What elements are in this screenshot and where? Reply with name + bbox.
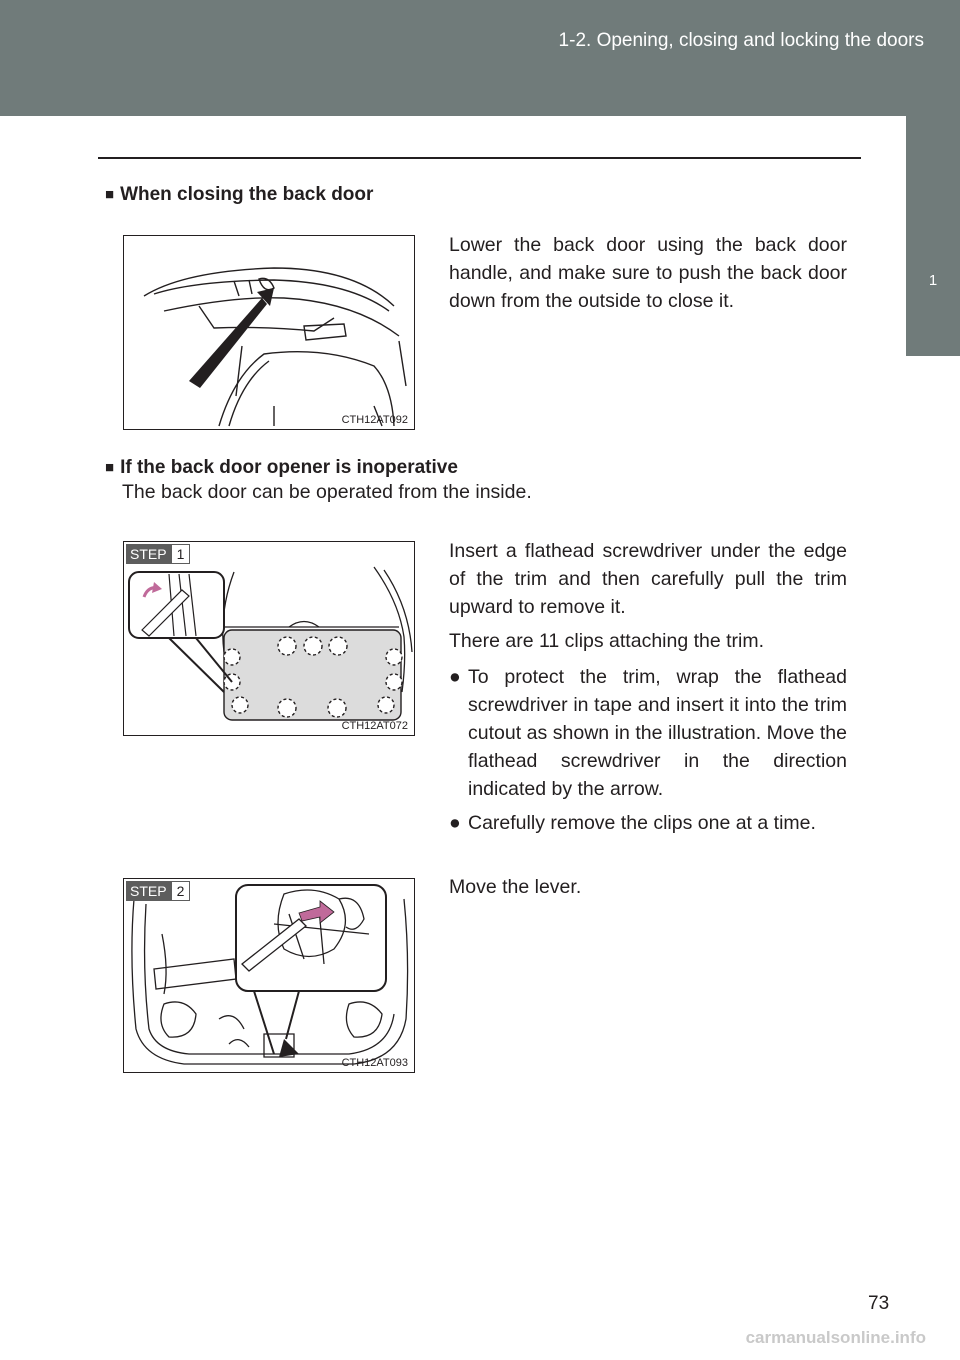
figure-step-1	[123, 541, 415, 736]
step-2-badge: STEP 2	[126, 881, 190, 901]
bullet-protect-trim: ● To protect the trim, wrap the flathead screwdriver in tape and insert it into the trim cutout as shown in the illustration. Move the flathead screwdriver in the direction indicated by the arrow.	[449, 663, 847, 803]
figure-code: CTH12AT093	[341, 1057, 408, 1069]
square-bullet-icon: ■	[105, 186, 115, 203]
heading-opener-inoperative: ■ If the back door opener is inoperative	[105, 457, 458, 478]
opener-intro: The back door can be operated from the inside.	[122, 481, 532, 503]
chapter-number: 1	[928, 272, 938, 289]
chapter-side-tab	[906, 116, 960, 356]
section-title: 1-2. Opening, closing and locking the doors	[558, 30, 924, 51]
step-2-instructions: Move the lever.	[449, 876, 582, 898]
page-header	[0, 0, 960, 116]
bullet-dot-icon: ●	[449, 666, 461, 688]
page-number: 73	[868, 1293, 890, 1314]
trim-removal-illustration	[124, 542, 414, 735]
figure-code: CTH12AT072	[341, 720, 408, 732]
heading-closing-back-door: ■ When closing the back door	[105, 184, 374, 205]
top-rule	[98, 157, 861, 159]
figure-step-2	[123, 878, 415, 1073]
square-bullet-icon: ■	[105, 459, 115, 476]
footer-watermark: carmanualsonline.info	[745, 1328, 926, 1347]
figure-code: CTH12AT092	[341, 414, 408, 426]
bullet-dot-icon: ●	[449, 812, 461, 834]
closing-instructions: Lower the back door using the back door handle, and make sure to push the back door down from the outside to close it.	[449, 234, 847, 312]
lever-illustration	[124, 879, 414, 1072]
chapter-label: Before driving	[923, 376, 944, 488]
step-1-instructions: Insert a flathead screwdriver under the edge of the trim and then carefully pull the trim upward to remove it.	[449, 540, 847, 618]
clips-note: There are 11 clips attaching the trim.	[449, 630, 765, 652]
figure-back-door-closing	[123, 235, 415, 430]
step-1-badge: STEP 1	[126, 544, 190, 564]
back-door-illustration	[124, 236, 414, 429]
bullet-remove-clips: ● Carefully remove the clips one at a time.	[449, 809, 847, 837]
